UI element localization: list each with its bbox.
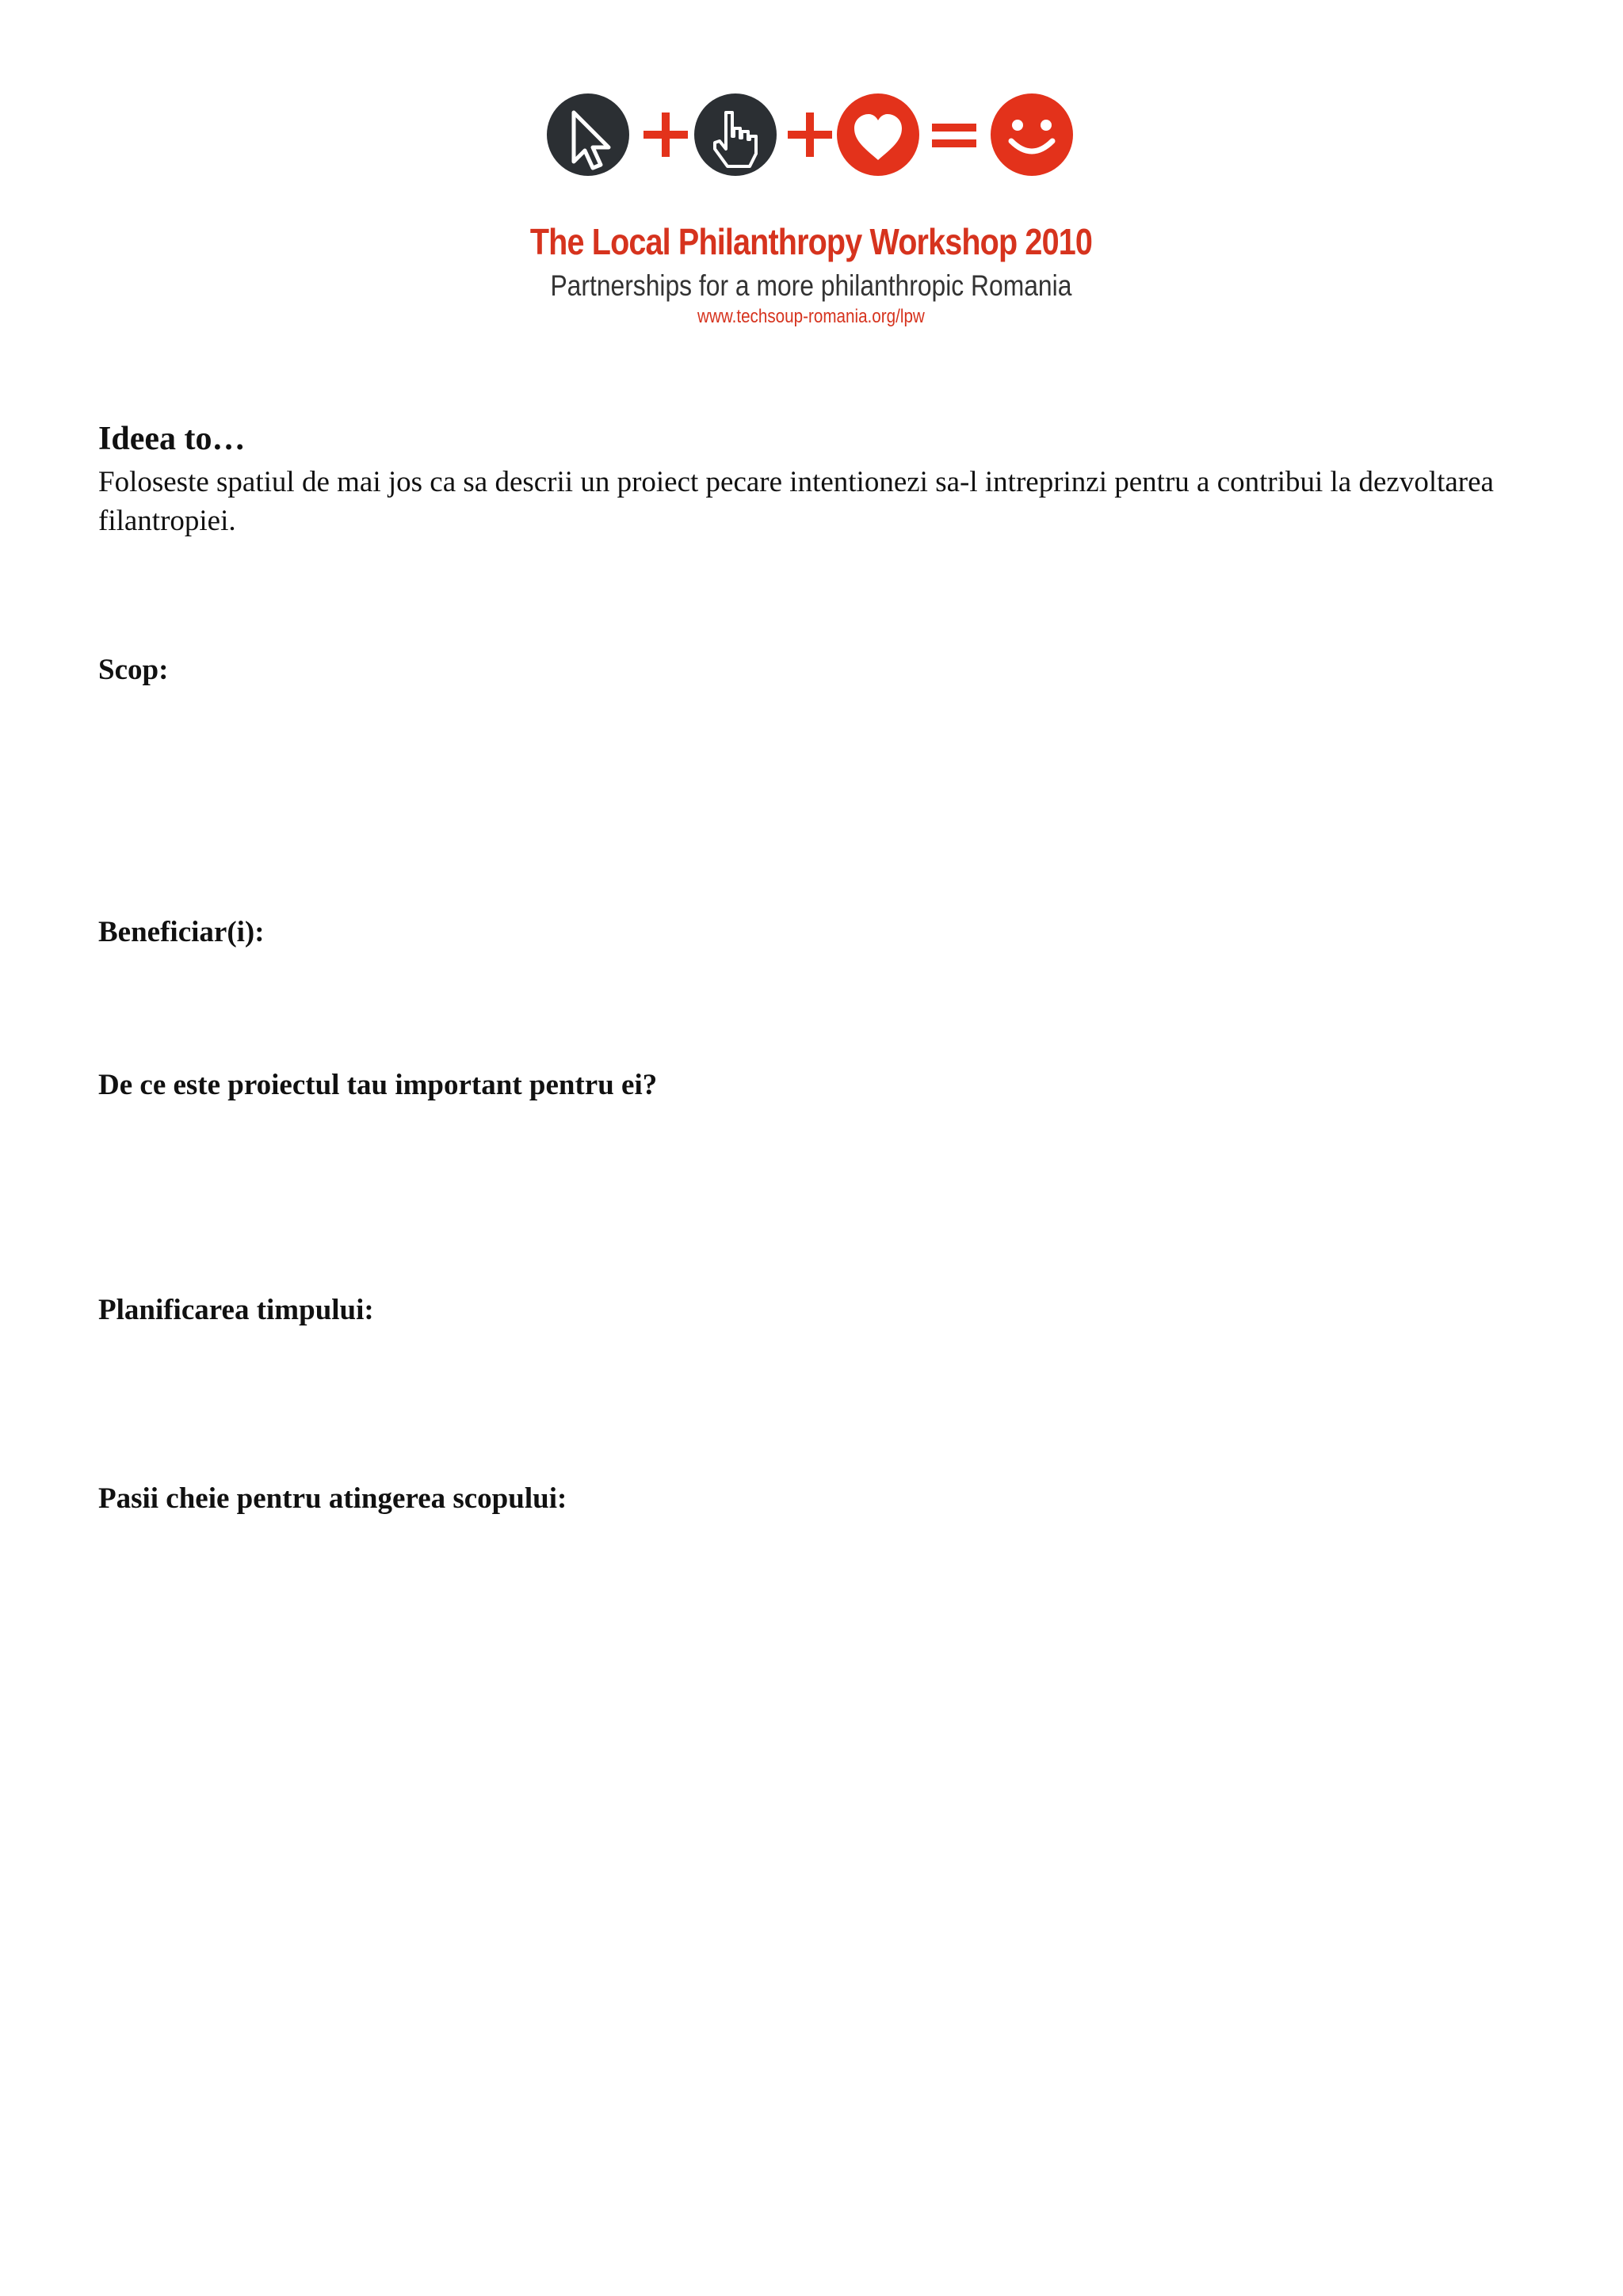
section-pasi-label: Pasii cheie pentru atingerea scopului:	[98, 1482, 567, 1515]
plus-icon	[643, 113, 688, 157]
smiley-icon	[991, 93, 1073, 176]
heart-icon	[837, 93, 919, 176]
hand-pointer-icon	[694, 93, 777, 176]
cursor-arrow-icon	[547, 93, 629, 176]
intro-instructions: Foloseste spatiul de mai jos ca sa descrii un proiect pecare intentionezi sa-l intreprinzi pentru a contribui la dezvoltarea filantropiei.	[98, 466, 1494, 537]
workshop-logo	[545, 93, 1076, 181]
workshop-subtitle: Partnerships for a more philanthropic Romania	[550, 269, 1072, 302]
section-importanta-label: De ce este proiectul tau important pentru ei?	[98, 1069, 658, 1101]
plus-icon	[788, 113, 832, 157]
section-scop-label: Scop:	[98, 654, 169, 686]
equals-icon	[932, 124, 976, 147]
section-planificare-label: Planificarea timpului:	[98, 1294, 374, 1326]
workshop-title: The Local Philanthropy Workshop 2010	[529, 221, 1092, 262]
page-title: Ideea to…	[98, 421, 246, 457]
workshop-url: www.techsoup-romania.org/lpw	[697, 306, 925, 327]
section-beneficiari-label: Beneficiar(i):	[98, 916, 265, 948]
